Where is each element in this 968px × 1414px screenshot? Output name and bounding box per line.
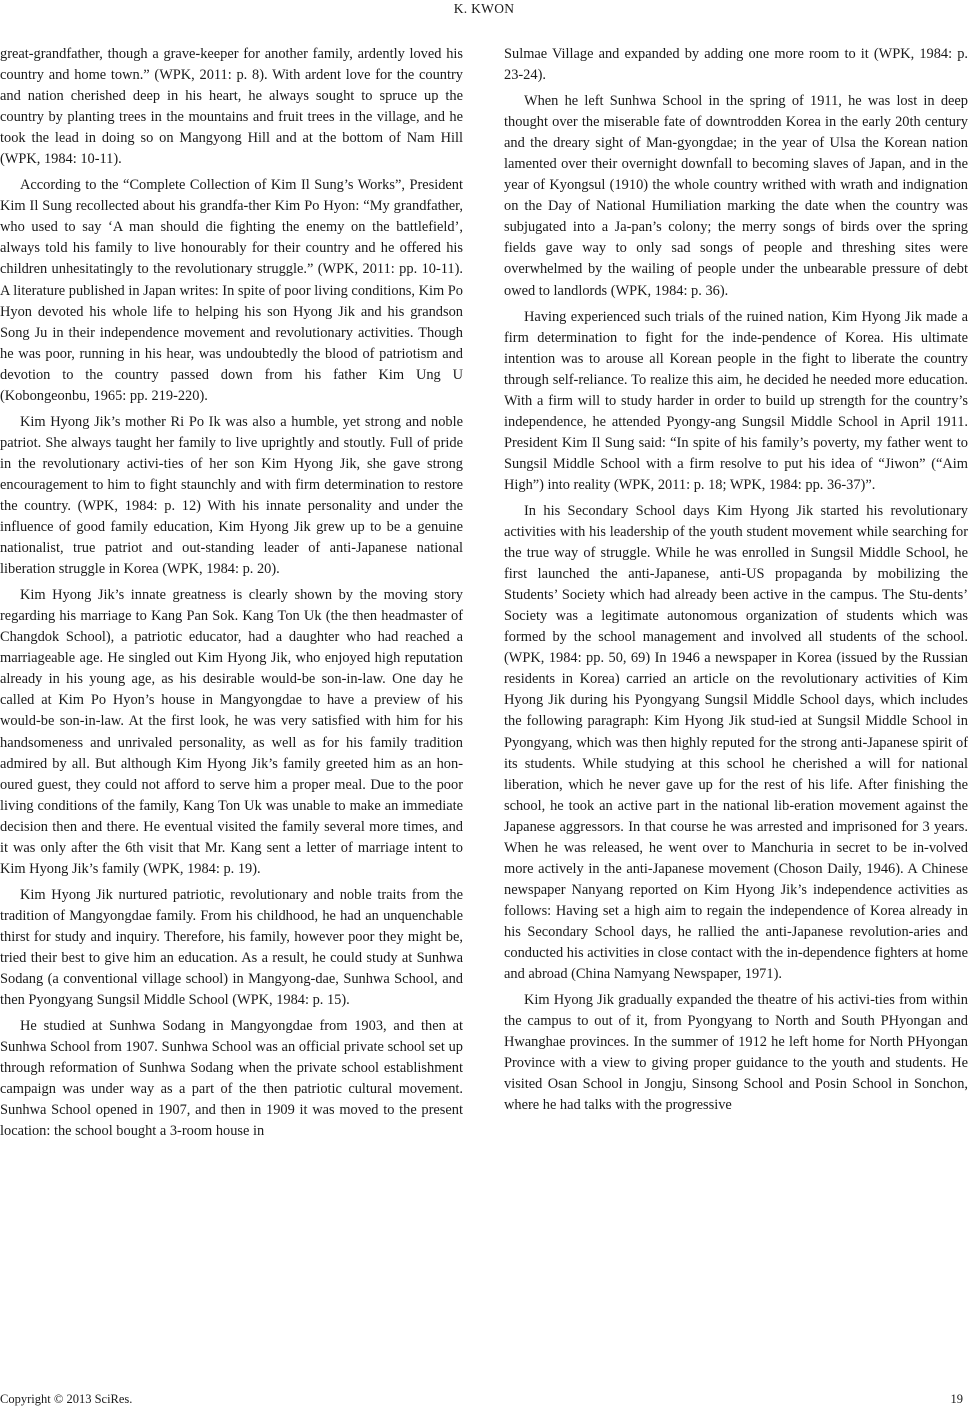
paragraph: When he left Sunhwa School in the spring of 1911, he was lost in deep thought over the miserable fate of downtrodden Korea in the early 20th century and the dreary sight of Man-gyongdae; in the year of Ulsa the Korean nation lamented over their overnight downfall to becoming slaves of Japan, and in the year of Kyongsul (1910) the whole country writhed with wrath and indignation on the Day of National Humiliation marking the date when the country was subjugated into a Ja-pan’s colony; the merry songs of birds over the spring fields gave way to only sad songs of people and threshing sites were overwhelmed by the wailing of people under the unbearable pressure of debt owed to landlords (WPK, 1984: p. 36).: [504, 93, 968, 299]
paragraph: Kim Hyong Jik gradually expanded the theatre of his activi-ties from within the campus to out of it, from Pyongyang to North and South PHyongan and Hwanghae provinces. In the summer of 1912 he left home for North PHyongan Province with a view to giving proper guidance to the youth and students. He visited Osan School in Jongju, Sinsong School and Posin School in Sonchon, where he had talks with the progressive: [504, 992, 968, 1114]
running-head: K. KWON: [453, 1, 515, 16]
paragraph: Kim Hyong Jik’s mother Ri Po Ik was also a humble, yet strong and noble patriot. She always taught her family to live uprightly and stoutly. Full of pride in the revolutionary activi-ties of her son Kim Hyong Jik, she gave strong encouragement to him to fight staunchly and with firm determination to restore the country. (WPK, 1984: p. 12) With his innate personality and under the influence of good family education, Kim Hyong Jik grew up to be a genuine nationalist, true patriot and out-standing leader of anti-Japanese national liberation struggle in Korea (WPK, 1984: p. 20).: [0, 413, 463, 578]
copyright-notice: Copyright © 2013 SciRes.: [0, 1392, 133, 1406]
paragraph: Kim Hyong Jik’s innate greatness is clearly shown by the moving story regarding his marriage to Kang Pan Sok. Kang Ton Uk (the then headmaster of Changdok School), a patriotic educator, had a daughter who had reached a marriageable age. He singled out Kim Hyong Jik, who enjoyed high reputation already in his young age, as his desirable would-be son-in-law. One day he called at Kim Po Hyon’s house in Mangyongdae to have a preview of his would-be son-in-law. At the first look, he was very satisfied with him for his handsomeness and unrivaled personality, as well as for his family tradition admired by all. But although Kim Hyong Jik’s family greeted him as an hon-oured guest, they could not afford to serve him a proper meal. Due to the poor living conditions of the family, Kang Ton Uk was unable to make an immediate decision then and there. He eventual visited the family several more times, and it was only after the 6th visit that Mr. Kang sent a letter of marriage intent to Kim Hyong Jik’s family (WPK, 1984: p. 19).: [0, 587, 463, 877]
right-column: [504, 44, 968, 1116]
paragraph: Kim Hyong Jik nurtured patriotic, revolutionary and noble traits from the tradition of Mangyongdae family. From his childhood, he had an unquenchable thirst for study and inquiry. Therefore, his family, however poor they might be, tried their best to give him an education. As a result, he could study at Sunhwa Sodang (a conventional village school) in Mangyong-dae, Sunhwa School, and then Pyongyang Sungsil Middle School (WPK, 1984: p. 15).: [0, 886, 463, 1009]
page-number: 19: [950, 1392, 963, 1406]
paragraph: great-grandfather, though a grave-keeper for another family, ardently loved his country and home town.” (WPK, 2011: p. 8). With ardent love for the country and nation cherished deep in his heart, he always sought to spruce up the country by planting trees in the mountains and fruit trees in the village, and he took the lead in doing so on Mangyong Hill and at the bottom of Nam Hill (WPK, 1984: 10-11).: [0, 46, 463, 168]
paragraph: Having experienced such trials of the ruined nation, Kim Hyong Jik made a firm determination to fight for the inde-pendence of Korea. His ultimate intention was to arouse all Korean people in the fight to liberate the country through self-reliance. To realize this aim, he decided he needed more education. With a firm will to study harder in order to build up strength for the country’s independence, he attended Pyongy-ang Sungsil Middle School in April 1911. President Kim Il Sung said: “In spite of his family’s poverty, my father went to Sungsil Middle School with a firm resolve to put his idea of “Jiwon” (“Aim High”) into reality (WPK, 2011: p. 18; WPK, 1984: pp. 36-37)”.: [504, 308, 968, 493]
paragraph: He studied at Sunhwa Sodang in Mangyongdae from 1903, and then at Sunhwa School from 1907. Sunhwa School was an official private school set up through reformation of Sunhwa Sodang when the private school establishment campaign was under way as a part of the then patriotic cultural movement. Sunhwa School opened in 1907, and then in 1909 it was moved to the present location: the school bought a 3-room house in: [0, 1018, 463, 1140]
paragraph: Sulmae Village and expanded by adding one more room to it (WPK, 1984: p. 23-24).: [504, 46, 968, 84]
paragraph: In his Secondary School days Kim Hyong Jik started his revolutionary activities with his leadership of the youth student movement while searching for the true way of struggle. While he was enrolled in Sungsil Middle School, he first launched the anti-Japanese, anti-US propaganda by mobilizing the Students’ Society which had already been active in the campus. The Stu-dents’ Society was a legitimate autonomous organization of students which was formed by the school management and involved all students of the school. (WPK, 1984: pp. 50, 69) In 1946 a newspaper in Korea (issued by the Russian residents in Korea) carried an article on the revolutionary activities of Kim Hyong Jik during his Pyongyang Sungsil Middle School days, which includes the following paragraph: Kim Hyong Jik stud-ied at Sungsil Middle School in Pyongyang, which was then highly reputed for the strong anti-Japanese spirit of its students. While studying at this school he cherished a will for national liberation, which he never gave up for the rest of his life. After finishing the school, he took an active part in the national lib-eration movement against the Japanese aggressors. In that course he was arrested and imprisoned for 3 years. When he was released, he went over to Manchuria in secret to be in-volved more actively in the anti-Japanese movement (Choson Daily, 1946). A Chinese newspaper Nanyang reported on Kim Hyong Jik’s independence activities as follows: Having set a high aim to regain the independence of Korea already in his Secondary School days, he rallied the anti-Japanese revolution-aries and conducted his activities in close contact with the in-dependence fighters at home and abroad (China Namyang Newspaper, 1971).: [504, 502, 968, 983]
left-column: [0, 44, 463, 1142]
paragraph: According to the “Complete Collection of Kim Il Sung’s Works”, President Kim Il Sung recollected about his grandfa-ther Kim Po Hyon: “My grandfather, who used to say ‘A man should die fighting the enemy on the battlefield’, always told his family to live honourably for their country and he offered his children unhesitatingly to the revolutionary struggle.” (WPK, 2011: pp. 10-11). A literature published in Japan writes: In spite of poor living conditions, Kim Po Hyon devoted his whole life to helping his son Hyong Jik and his grandson Song Ju in their independence movement and revolutionary activities. Though he was poor, running in his hear, was undoubtedly the blood of patriotism and devotion to the country passed down from his father Kim Ung U (Kobongeonbu, 1965: pp. 219-220).: [0, 177, 463, 404]
